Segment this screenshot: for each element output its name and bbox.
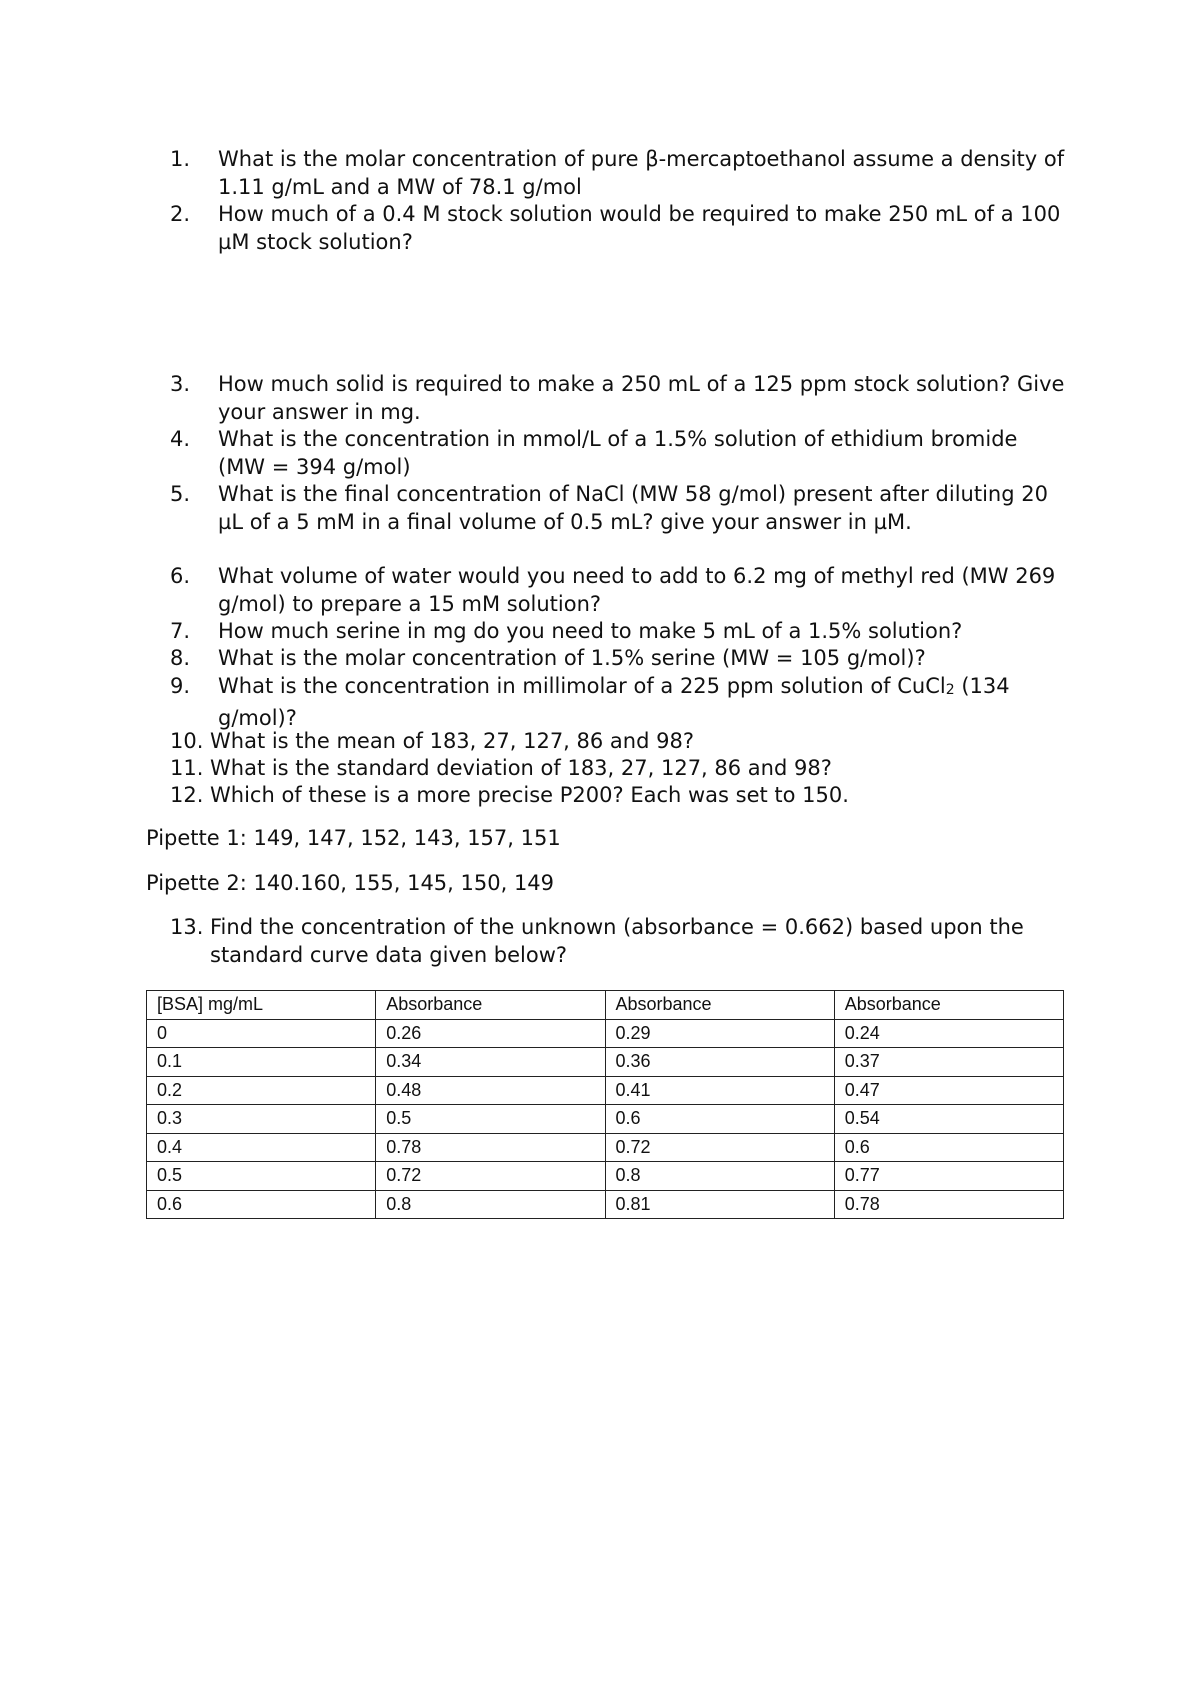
table-header-cell: Absorbance (834, 991, 1063, 1020)
question-text: What is the final concentration of NaCl (MW 58 g/mol) present after diluting 20 µL of a 5 mM in a final volume of 0.5 mL? give your answer in µM. (218, 482, 1048, 534)
table-cell: 0.26 (376, 1019, 605, 1048)
table-row (147, 1105, 1064, 1134)
table-cell: 0.5 (376, 1105, 605, 1134)
question-number: 2. (170, 202, 191, 226)
table-cell: 0.3 (147, 1105, 376, 1134)
pipette-2-values: Pipette 2: 140.160, 155, 145, 150, 149 (146, 871, 555, 895)
table-cell: 0.2 (147, 1076, 376, 1105)
standard-curve-table (146, 990, 1064, 1219)
table-cell: 0.5 (147, 1162, 376, 1191)
question-text: What is the molar concentration of 1.5% serine (MW = 105 g/mol)? (218, 646, 926, 670)
table-cell: 0.24 (834, 1019, 1063, 1048)
question-number: 13. (170, 915, 204, 939)
question-number: 7. (170, 619, 191, 643)
table-cell: 0.29 (605, 1019, 834, 1048)
table-cell: 0.48 (376, 1076, 605, 1105)
table-cell: 0.8 (605, 1162, 834, 1191)
question-number: 4. (170, 427, 191, 451)
table-cell: 0.78 (834, 1190, 1063, 1219)
question-text: What is the mean of 183, 27, 127, 86 and 98? (210, 729, 694, 753)
table-cell: 0.78 (376, 1133, 605, 1162)
question-number: 11. (170, 756, 204, 780)
table-cell: 0.72 (605, 1133, 834, 1162)
question-text: What volume of water would you need to add to 6.2 mg of methyl red (MW 269 g/mol) to prepare a 15 mM solution? (218, 564, 1056, 616)
table-cell: 0.1 (147, 1048, 376, 1077)
table-cell: 0.6 (834, 1133, 1063, 1162)
table-cell: 0.6 (147, 1190, 376, 1219)
pipette-1-values: Pipette 1: 149, 147, 152, 143, 157, 151 (146, 826, 561, 850)
question-number: 5. (170, 482, 191, 506)
table-cell: 0.47 (834, 1076, 1063, 1105)
table-header-cell: [BSA] mg/mL (147, 991, 376, 1020)
question-text: Which of these is a more precise P200? Each was set to 150. (210, 783, 849, 807)
question-number: 3. (170, 372, 191, 396)
question-text: What is the concentration in mmol/L of a 1.5% solution of ethidium bromide (MW = 394 g/mol) (218, 427, 1018, 479)
table-row (147, 1076, 1064, 1105)
table-cell: 0.36 (605, 1048, 834, 1077)
table-cell: 0.37 (834, 1048, 1063, 1077)
table-cell: 0.72 (376, 1162, 605, 1191)
question-text: What is the concentration in millimolar of a 225 ppm solution of CuCl$_2$ (134 g/mol)? (218, 674, 1010, 730)
table-header-cell: Absorbance (605, 991, 834, 1020)
question-text: What is the standard deviation of 183, 27, 127, 86 and 98? (210, 756, 832, 780)
question-text: What is the molar concentration of pure β-mercaptoethanol assume a density of 1.11 g/mL and a MW of 78.1 g/mol (218, 147, 1065, 199)
table-row (147, 1190, 1064, 1219)
question-text: How much serine in mg do you need to make 5 mL of a 1.5% solution? (218, 619, 963, 643)
table-row (147, 1133, 1064, 1162)
question-number: 10. (170, 729, 204, 753)
question-number: 1. (170, 147, 191, 171)
table-cell: 0.77 (834, 1162, 1063, 1191)
table-header-row (147, 991, 1064, 1020)
table-row (147, 1048, 1064, 1077)
question-text: How much solid is required to make a 250 mL of a 125 ppm stock solution? Give your answer in mg. (218, 372, 1065, 424)
table-cell: 0.41 (605, 1076, 834, 1105)
table-cell: 0 (147, 1019, 376, 1048)
table-row (147, 1019, 1064, 1048)
question-number: 6. (170, 564, 191, 588)
table-row (147, 1162, 1064, 1191)
question-number: 8. (170, 646, 191, 670)
question-text: How much of a 0.4 M stock solution would be required to make 250 mL of a 100 µM stock solution? (218, 202, 1061, 254)
question-text: Find the concentration of the unknown (absorbance = 0.662) based upon the standard curve data given below? (210, 915, 1024, 967)
table-cell: 0.6 (605, 1105, 834, 1134)
table-cell: 0.34 (376, 1048, 605, 1077)
table-cell: 0.54 (834, 1105, 1063, 1134)
table-header-cell: Absorbance (376, 991, 605, 1020)
question-number: 9. (170, 674, 191, 698)
table-cell: 0.81 (605, 1190, 834, 1219)
table-cell: 0.8 (376, 1190, 605, 1219)
question-number: 12. (170, 783, 204, 807)
table-cell: 0.4 (147, 1133, 376, 1162)
